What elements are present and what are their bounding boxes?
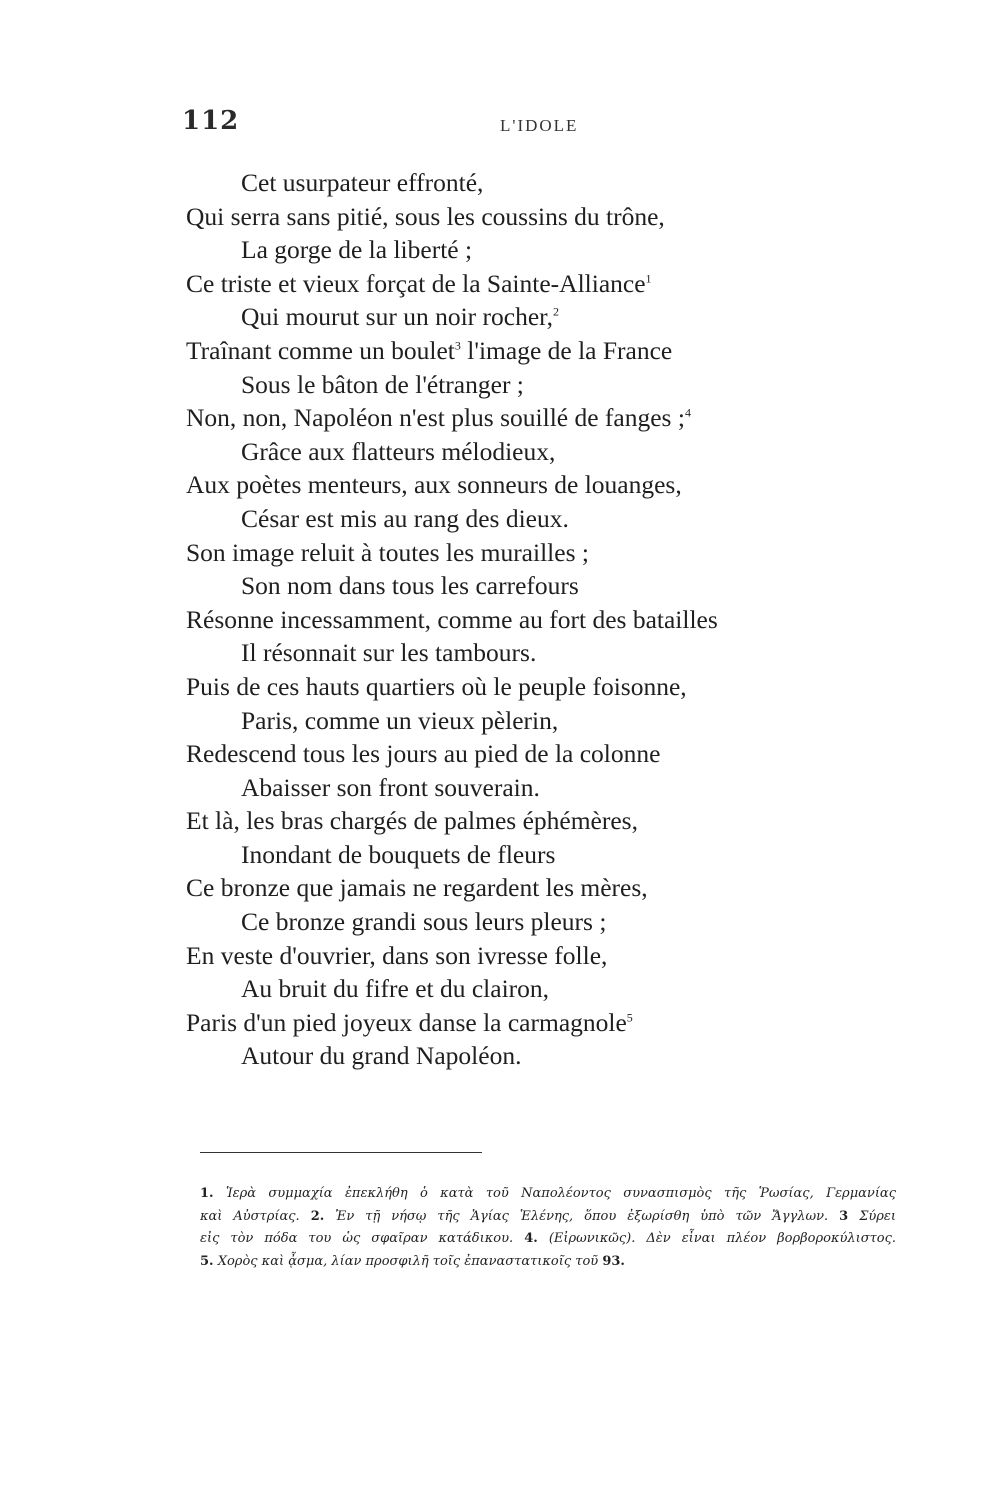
verse-line: Non, non, Napoléon n'est plus souillé de fanges ;$^4$: [186, 403, 691, 433]
verse-line: Grâce aux flatteurs mélodieux,: [241, 436, 556, 466]
note-mark: 1: [645, 271, 652, 286]
verse-line: Son nom dans tous les carrefours: [241, 571, 579, 601]
footnote-text: Χορὸς καὶ ᾆσμα, λίαν προσφιλῆ τοῖς ἐπαναστατικοῖς τοῦ: [217, 1253, 599, 1269]
note-mark: 5: [626, 1010, 633, 1025]
verse-line: Inondant de bouquets de fleurs: [241, 839, 556, 869]
footnote-text: εἰς τὸν πόδα του ὡς σφαῖραν κατάδικου.: [200, 1231, 514, 1247]
footnote-number: 2.: [310, 1208, 325, 1224]
verse-line: César est mis au rang des dieux.: [241, 503, 569, 533]
verse-line: Ce bronze que jamais ne regardent les mères,: [186, 873, 648, 903]
footnote-text: (Εἰρωνικῶς). Δὲν εἶναι πλέον βορβοροκύλιστος.: [548, 1231, 897, 1247]
poem: [186, 166, 906, 1073]
running-title: L'IDOLE: [500, 116, 579, 135]
verse-line: Paris, comme un vieux pèlerin,: [241, 705, 559, 735]
verse-line: La gorge de la liberté ;: [241, 235, 473, 265]
note-mark: 2: [553, 304, 560, 319]
verse-line: Ce triste et vieux forçat de la Sainte-Alliance$^1$: [186, 268, 652, 298]
verse-line: Qui mourut sur un noir rocher,$^2$: [241, 302, 560, 332]
footnote-number: 1.: [200, 1186, 214, 1201]
footnote-rule: [200, 1152, 482, 1153]
footnote-line: [200, 1206, 896, 1229]
verse-line: Traînant comme un boulet$^3$ l'image de la France: [186, 335, 673, 365]
verse-line: Cet usurpateur effronté,: [241, 168, 484, 197]
verse-line: Et là, les bras chargés de palmes éphémères,: [186, 806, 638, 836]
footnote-text: Σύρει: [859, 1208, 896, 1224]
note-mark: 3: [454, 338, 461, 353]
verse-line: Abaisser son front souverain.: [241, 772, 540, 802]
footnote-number: 4.: [524, 1231, 538, 1247]
verse-line: Paris d'un pied joyeux danse la carmagnole$^5$: [186, 1007, 633, 1037]
footnote-text: καὶ Αὐστρίας.: [200, 1208, 300, 1224]
page-number: 112: [182, 106, 240, 136]
footnote-text: Ἱερὰ συμμαχία ἐπεκλήθη ὁ κατὰ τοῦ Ναπολέοντος συνασπισμὸς τῆς Ῥωσίας, Γερμανίας: [225, 1186, 896, 1201]
verse-line: Qui serra sans pitié, sous les coussins du trône,: [186, 201, 665, 231]
note-mark: 4: [684, 405, 691, 420]
footnote-year: 93.: [602, 1253, 625, 1269]
verse-line: Redescend tous les jours au pied de la colonne: [186, 739, 661, 769]
footnote-number: 3: [839, 1208, 849, 1224]
verse-line: Aux poètes menteurs, aux sonneurs de louanges,: [186, 470, 682, 500]
footnote-number: 5.: [200, 1253, 214, 1269]
footnote-line: [200, 1228, 896, 1251]
footnote-line: [200, 1183, 896, 1206]
verse-line: Sous le bâton de l'étranger ;: [241, 369, 524, 399]
verse-line: Ce bronze grandi sous leurs pleurs ;: [241, 907, 607, 937]
verse-line: Il résonnait sur les tambours.: [241, 638, 537, 668]
verse-line: Son image reluit à toutes les murailles ;: [186, 537, 589, 567]
footnotes: [200, 1183, 896, 1273]
footnote-line: [200, 1251, 896, 1274]
verse-line: Puis de ces hauts quartiers où le peuple foisonne,: [186, 671, 687, 701]
verse-line: Résonne incessamment, comme au fort des batailles: [186, 604, 718, 634]
footnote-text: Ἐν τῇ νήσῳ τῆς Ἁγίας Ἑλένης, ὅπου ἐξωρίσθη ὑπὸ τῶν Ἄγγλων.: [335, 1208, 829, 1224]
verse-line: Autour du grand Napoléon.: [241, 1041, 522, 1071]
verse-line: Au bruit du fifre et du clairon,: [241, 974, 550, 1004]
verse-line: En veste d'ouvrier, dans son ivresse folle,: [186, 940, 608, 970]
